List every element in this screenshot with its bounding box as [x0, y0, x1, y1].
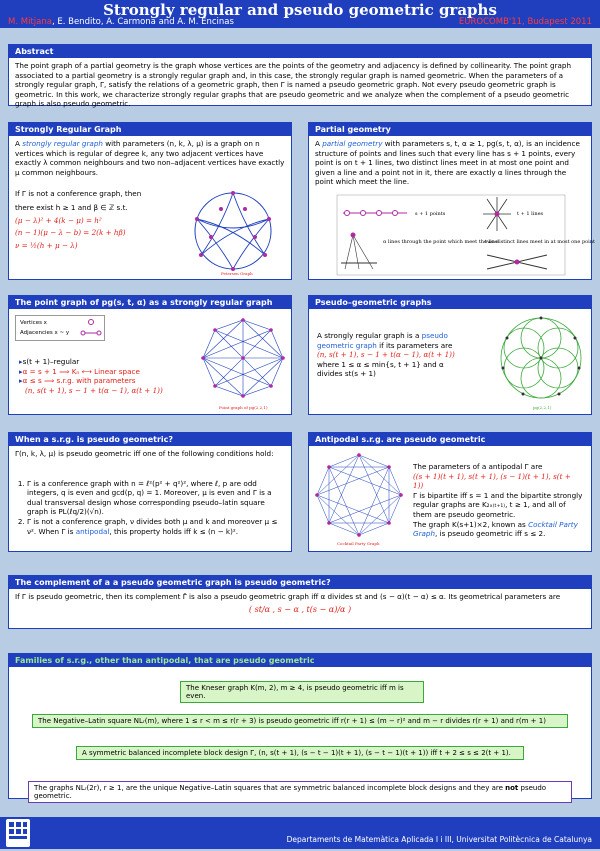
cocktail-party-graph [313, 449, 405, 549]
lbl-alpha: α lines through the point which meet the line [383, 239, 498, 245]
lbl-lines: t + 1 lines [517, 211, 544, 217]
pg-diagram [337, 195, 595, 275]
antipodal-params: ((s + 1)(t + 1), s(t + 1), (s − 1)(t + 1), s(t + 1)) [413, 471, 571, 491]
when-heading: When a s.r.g. is pseudo geometric? [9, 433, 291, 446]
pg-heading: Partial geometry [309, 123, 591, 136]
pointgraph-caption: Point graph of pg(2,2,1) [219, 405, 268, 410]
pg-definition: A partial geometry with parameters s, t, α ≥ 1, pg(s, t, α), is an incidence structure of points and lines such that every line has s + 1 points, every point is on t + 1 lines, two distinct lines meet in at most one point and given a line and a point not in it, there are exactly α lines through the point which meet the line. [315, 139, 580, 187]
pointgraph-heading: The point graph of pg(s, t, α) as a strongly regular graph [9, 296, 291, 309]
complement-heading: The complement of a a pseudo geometric graph is pseudo geometric? [9, 576, 591, 589]
pseudo-caption: pg(2,2,1) [533, 405, 552, 410]
pg-box [308, 122, 595, 280]
petersen-graph [181, 187, 285, 277]
abstract-text: The point graph of a partial geometry is the graph whose vertices are the points of the geometry and adjacency is defined by collinearity. The point graph associated to a partial geometry is a strongly regular graph and, in this case, the strongly regular graph is named geometric. When the parameters of a strongly regular graph, Γ, satisfy the relations of a geometric graph, then Γ is named a pseudo geometric graph. Not every pseudo geometric graph is geometric. In this work, we characterize strongly regular graphs that are pseudo geometric and we analyze when the complement of a pseudo geometric graph is also pseudo geometric. [15, 61, 572, 109]
pointgraph-figure [199, 314, 287, 414]
upc-logo-icon [6, 819, 30, 847]
pointgraph-item-1: ▸ s(t + 1)–regular [19, 357, 187, 367]
srg-heading: Strongly Regular Graph [9, 123, 291, 136]
abstract-heading: Abstract [9, 45, 591, 58]
condition-2: 2. Γ is not a conference graph, ν divides both μ and k and moreover μ ≤ ν². When Γ is antipodal, this property holds iff k ≤ (n − k)². [27, 517, 285, 536]
pseudo-body: A strongly regular graph is a pseudo geometric graph if its parameters are (n, s(t + 1), s − 1 + t(α − 1), α(t + 1)) where 1 ≤ α ≤ min{s, t + 1} and α divides st(s + 1) [311, 328, 471, 382]
lbl-meet: two distinct lines meet in at most one point [485, 239, 595, 245]
author-presenter: M. Mitjana [8, 17, 52, 27]
header-bar [0, 0, 600, 28]
cocktail-caption: Cocktail Party Graph [337, 541, 380, 546]
complement-box [8, 575, 592, 629]
complement-params: ( st/α , s − α , t(s − α)/α ) [248, 604, 352, 614]
lbl-points: s + 1 points [415, 211, 446, 217]
srg-definition: A strongly regular graph with parameters (n, k, λ, μ) is a graph on n vertices which is regular of degree k, any two adjacent vertices have exactly λ common neighbours and two non–adjacent vertices have exactly μ common neighbours. [15, 139, 285, 177]
footer-bar [0, 817, 600, 849]
authors [8, 17, 234, 27]
pointgraph-box [8, 295, 292, 415]
antipodal-heading: Antipodal s.r.g. are pseudo geometric [309, 433, 591, 446]
pointgraph-item-2: ▸ α = s + 1 ⟹ Kₙ ⟷ Linear space [19, 367, 187, 377]
pseudo-figure [495, 314, 587, 414]
when-body: Γ(n, k, λ, μ) is pseudo geometric iff one of the following conditions hold: 1. Γ is a conference graph with n = ℓ²(p² + q²)², where ℓ, p are odd integers, q is even and gcd(p, q) = 1. Moreover, μ is even and Γ is a dual transversal design whose corresponding pseudo–latin square graph is PL(ℓq/2)(√n). 2. Γ is not a conference graph, ν divides both μ and k and moreover μ ≤ ν². When Γ is antipodal, this property holds iff k ≤ (n − k)². [9, 446, 291, 539]
pointgraph-legend: Vertices x Adjacencies x ~ y [15, 315, 105, 341]
abstract-box [8, 44, 592, 109]
srg-box [8, 122, 292, 280]
family-negative-latin: The Negative–Latin square NLᵣ(m), where 1 ≤ r < m ≤ r(r + 3) is pseudo geometric iff r(r + 1) ≤ (m − r)² and m − r divides r(r + 1) and r(m + 1) [32, 714, 568, 728]
pseudo-box [308, 295, 592, 415]
family-bibd: A symmetric balanced incomplete block design Γ, (n, s(t + 1), (s − t − 1)(t + 1), (s − t − 1)(t + 1)) iff t + 2 ≤ s ≤ 2(t + 1). [76, 746, 524, 760]
poster-title: Strongly regular and pseudo geometric graphs [103, 1, 497, 19]
when-box [8, 432, 292, 552]
condition-1: 1. Γ is a conference graph with n = ℓ²(p² + q²)², where ℓ, p are odd integers, q is even and gcd(p, q) = 1. Moreover, μ is even and Γ is a dual transversal design whose corresponding pseudo–latin square graph is PL(ℓq/2)(√n). [27, 479, 285, 517]
pseudo-params: (n, s(t + 1), s − 1 + t(α − 1), α(t + 1)) [317, 350, 455, 360]
authors-rest: , E. Bendito, A. Carmona and A. M. Encinas [51, 17, 234, 27]
pointgraph-props [13, 354, 193, 398]
pointgraph-params: (n, s(t + 1), s − 1 + t(α − 1), α(t + 1)) [25, 385, 163, 395]
family-unique: The graphs NLᵣ(2r), r ≥ 1, are the unique Negative–Latin squares that are symmetric balanced incomplete block designs and they are not pseudo geometric. [28, 781, 572, 803]
pseudo-heading: Pseudo–geometric graphs [309, 296, 591, 309]
footer-text: Departaments de Matemàtica Aplicada I i III, Universitat Politècnica de Catalunya [286, 835, 592, 844]
antipodal-box [308, 432, 592, 552]
antipodal-body: The parameters of a antipodal Γ are ((s + 1)(t + 1), s(t + 1), (s − 1)(t + 1), s(t + 1)) Γ is bipartite iff s = 1 and the bipartite strongly regular graphs are K₂ₓ₍ₜ₊₁₎, t ≥ 1, and all of them are pseudo geometric. The graph K(s+1)×2, known as Cocktail Party Graph, is pseudo geometric iff s ≤ 2. [413, 462, 583, 539]
families-heading: Families of s.r.g., other than antipodal, that are pseudo geometric [9, 654, 591, 667]
srg-conditions: If Γ is not a conference graph, then there exist h ≥ 1 and β ∈ ℤ s.t. (μ − λ)² + 4(k − μ) = h² (n − 1)(μ − λ − b) = 2(k + hβ) ν = ½(h + μ − λ) [15, 189, 142, 250]
complement-body: If Γ is pseudo geometric, then its complement Γ̄ is also a pseudo geometric graph iff α divides st and (s − α)(t − α) ≤ α. Its geometrical parameters are ( st/α , s − α , t(s − α)/α ) [9, 589, 591, 617]
petersen-caption: Petersen Graph [221, 271, 253, 276]
pointgraph-item-3: ▸ α ≤ s ⟹ s.r.g. with parameters [19, 376, 187, 386]
family-kneser: The Kneser graph K(m, 2), m ≥ 4, is pseudo geometric iff m is even. [180, 681, 424, 703]
legend-markers [77, 317, 105, 339]
conference: EUROCOMB'11, Budapest 2011 [458, 17, 592, 27]
